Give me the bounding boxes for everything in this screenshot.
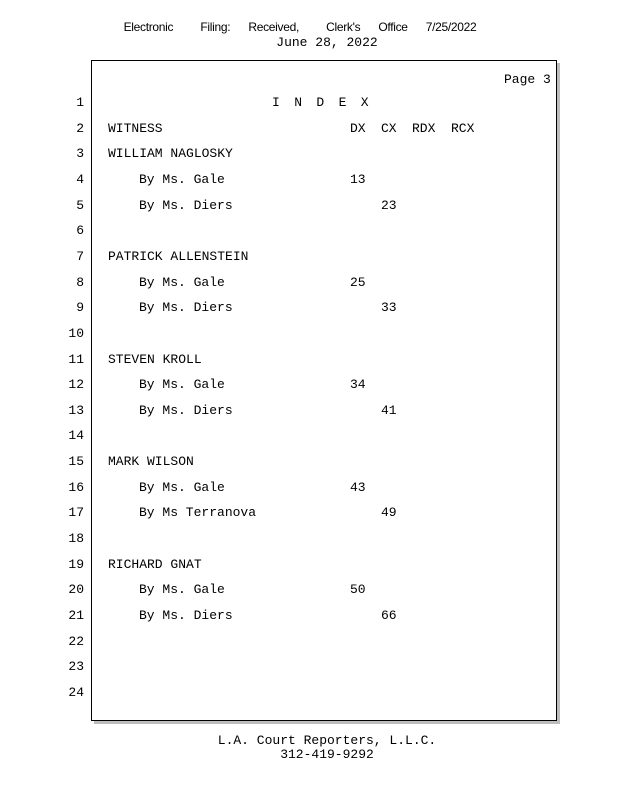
transcript-line xyxy=(0,249,560,265)
line-number: 22 xyxy=(68,633,84,649)
line-number: 11 xyxy=(68,351,84,367)
line-number: 16 xyxy=(68,479,84,495)
cross-exam-page: 33 xyxy=(381,300,397,316)
filing-stamp: Electronic Filing: Received, Clerk's Office 7/25/2022 xyxy=(123,20,477,34)
direct-exam-page: 34 xyxy=(350,377,366,393)
examination-by: By Ms. Diers xyxy=(139,300,233,316)
direct-exam-page: 25 xyxy=(350,274,366,290)
witness-name: STEVEN KROLL xyxy=(108,351,202,367)
witness-name: RICHARD GNAT xyxy=(108,556,202,572)
line-number: 19 xyxy=(68,556,84,572)
direct-exam-page: 43 xyxy=(350,479,366,495)
cross-exam-page: 23 xyxy=(381,197,397,213)
line-number: 4 xyxy=(76,171,84,187)
line-number: 23 xyxy=(68,659,84,675)
line-number: 6 xyxy=(76,223,84,239)
line-number: 21 xyxy=(68,608,84,623)
index-title: I N D E X xyxy=(272,95,372,110)
transcript-line xyxy=(0,685,560,701)
line-number: 24 xyxy=(68,684,84,700)
line-number: 7 xyxy=(76,248,84,264)
cross-exam-page: 41 xyxy=(381,402,397,418)
transcript-line xyxy=(0,454,560,470)
transcript-line xyxy=(0,403,560,419)
line-number: 12 xyxy=(68,377,84,393)
line-number: 15 xyxy=(68,454,84,470)
examination-by: By Ms. Gale xyxy=(139,377,225,393)
court-reporter-phone: 312-419-9292 xyxy=(280,747,374,762)
line-number: 3 xyxy=(76,146,84,162)
examination-by: By Ms Terranova xyxy=(139,505,257,521)
examination-by: By Ms. Gale xyxy=(139,171,225,187)
witness-name: WILLIAM NAGLOSKY xyxy=(108,146,233,162)
line-number: 9 xyxy=(76,300,84,316)
examination-by: By Ms. Gale xyxy=(139,274,225,290)
line-number: 8 xyxy=(76,274,84,290)
direct-exam-page: 50 xyxy=(350,582,366,598)
transcript-line xyxy=(0,121,560,137)
transcript-line xyxy=(0,582,560,598)
transcript-line xyxy=(0,275,560,291)
transcript-line xyxy=(0,557,560,573)
examination-by: By Ms. Gale xyxy=(139,479,225,495)
transcript-line xyxy=(0,634,560,650)
transcript-line xyxy=(0,531,560,547)
line-number: 2 xyxy=(76,120,84,136)
transcript-line xyxy=(0,608,560,624)
transcript-line xyxy=(0,377,560,393)
line-number: 1 xyxy=(76,95,84,110)
line-number: 17 xyxy=(68,505,84,521)
examination-by: By Ms. Gale xyxy=(139,582,225,598)
column-header-witness: WITNESS xyxy=(108,120,163,136)
transcript-line xyxy=(0,659,560,675)
transcript-line xyxy=(0,95,560,111)
transcript-line xyxy=(0,352,560,368)
transcript-line xyxy=(0,172,560,188)
line-number: 13 xyxy=(68,402,84,418)
hearing-date: June 28, 2022 xyxy=(276,35,378,50)
examination-by: By Ms. Diers xyxy=(139,402,233,418)
column-header-rcx: RCX xyxy=(451,120,475,136)
column-header-dx: DX xyxy=(350,120,366,136)
line-number: 10 xyxy=(68,325,84,341)
examination-by: By Ms. Diers xyxy=(139,608,233,623)
line-number: 20 xyxy=(68,582,84,598)
witness-name: PATRICK ALLENSTEIN xyxy=(108,248,249,264)
line-number: 5 xyxy=(76,197,84,213)
court-reporter-name: L.A. Court Reporters, L.L.C. xyxy=(217,733,437,748)
transcript-line xyxy=(0,146,560,162)
direct-exam-page: 13 xyxy=(350,171,366,187)
cross-exam-page: 49 xyxy=(381,505,397,521)
line-number: 14 xyxy=(68,428,84,444)
page-number: Page 3 xyxy=(504,72,551,87)
line-number: 18 xyxy=(68,531,84,547)
transcript-line xyxy=(0,505,560,521)
witness-name: MARK WILSON xyxy=(108,454,194,470)
transcript-line xyxy=(0,428,560,444)
column-header-cx: CX xyxy=(381,120,397,136)
transcript-line xyxy=(0,300,560,316)
column-header-rdx: RDX xyxy=(412,120,436,136)
transcript-line xyxy=(0,198,560,214)
examination-by: By Ms. Diers xyxy=(139,197,233,213)
transcript-line xyxy=(0,480,560,496)
transcript-line xyxy=(0,326,560,342)
transcript-line xyxy=(0,223,560,239)
cross-exam-page: 66 xyxy=(381,608,397,623)
